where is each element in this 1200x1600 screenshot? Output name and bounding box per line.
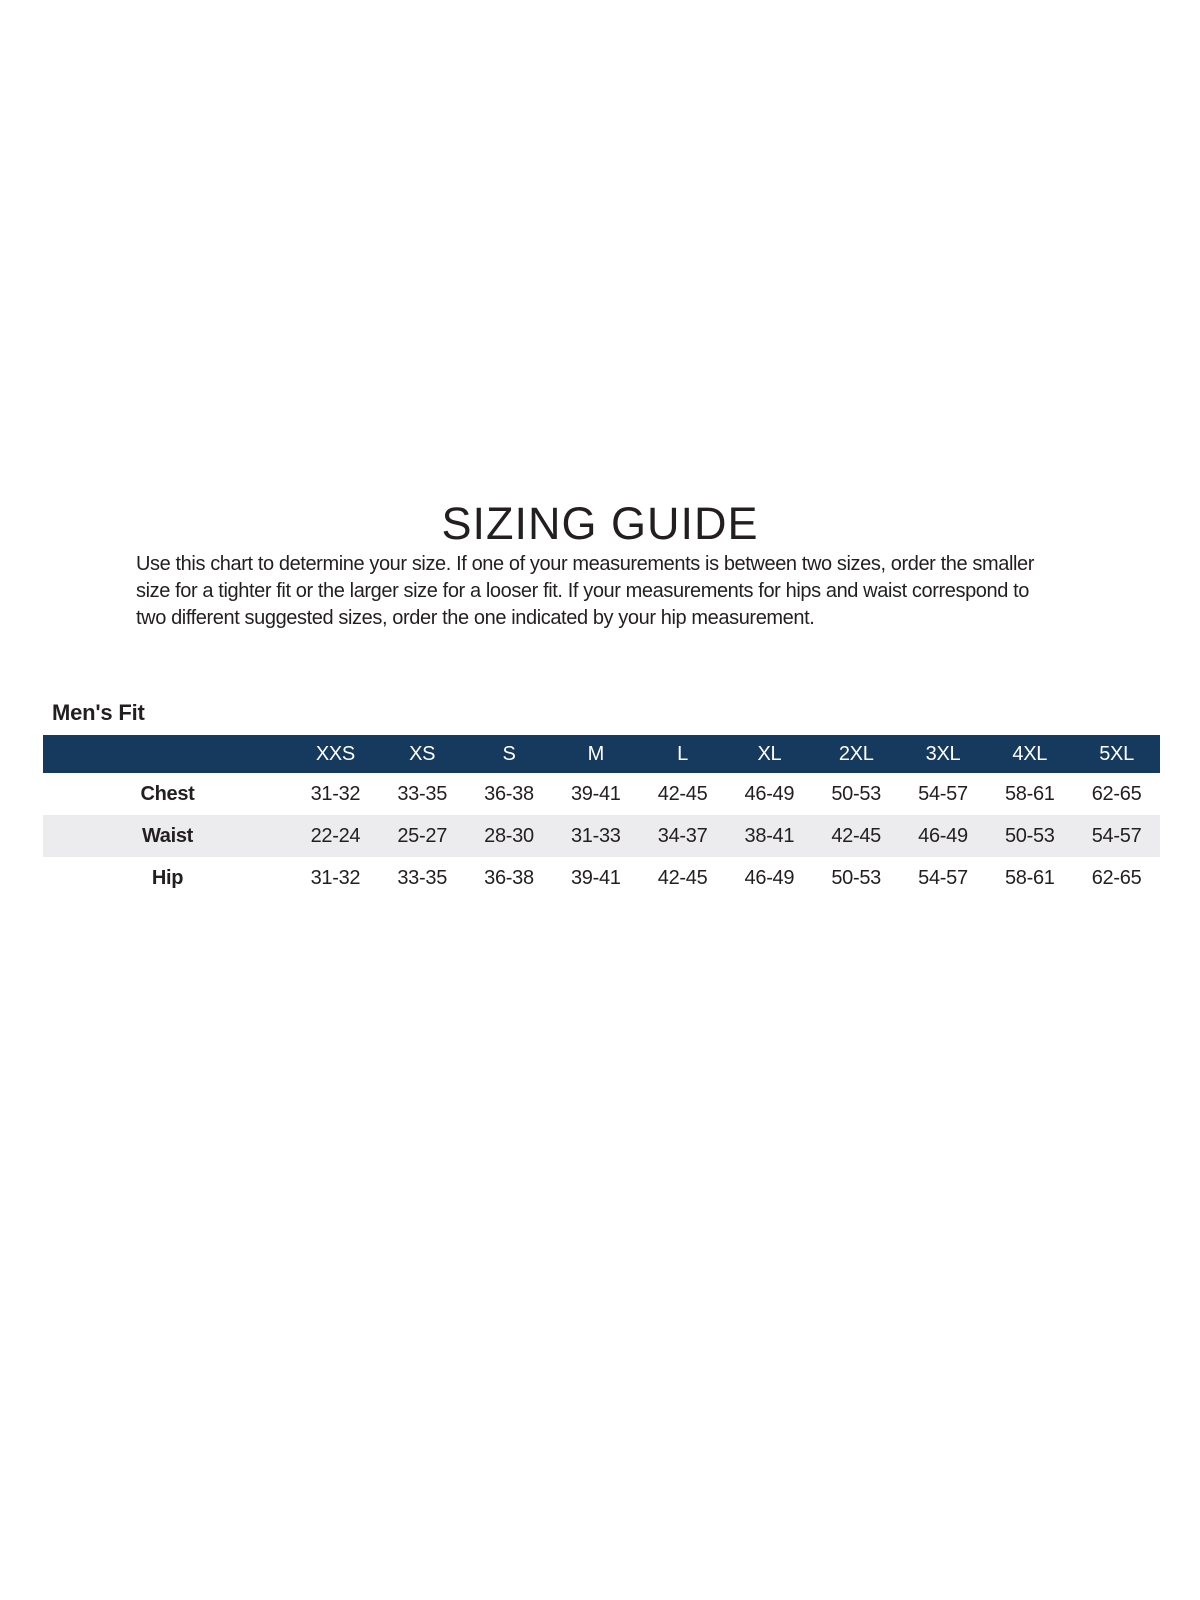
cell-hip-xl: 46-49 xyxy=(744,866,795,889)
cell-waist-xxs: 22-24 xyxy=(310,824,361,847)
cell-hip-xxs: 31-32 xyxy=(310,866,361,889)
size-column-header-xxs: XXS xyxy=(315,742,355,765)
cell-chest-xs: 33-35 xyxy=(397,782,448,805)
size-column-header-xs: XS xyxy=(409,742,436,765)
table-header-row xyxy=(43,735,1160,773)
mens-fit-size-table xyxy=(43,735,1160,899)
cell-waist-xl: 38-41 xyxy=(744,824,795,847)
cell-hip-m: 39-41 xyxy=(570,866,621,889)
intro-line-1: Use this chart to determine your size. If one of your measurements is between two sizes, order the smaller xyxy=(136,553,1035,575)
row-label-chest: Chest xyxy=(140,782,195,805)
row-label-waist: Waist xyxy=(141,824,194,847)
cell-waist-3xl: 46-49 xyxy=(918,824,968,847)
intro-line-2: size for a tighter fit or the larger size for a looser fit. If your measurements for hips and waist correspond to xyxy=(136,580,1029,602)
cell-waist-xs: 25-27 xyxy=(397,824,448,847)
size-column-header-4xl: 4XL xyxy=(1012,742,1048,765)
cell-hip-4xl: 58-61 xyxy=(1004,866,1055,889)
size-column-header-xl: XL xyxy=(757,742,782,765)
cell-waist-m: 31-33 xyxy=(570,824,621,847)
size-column-header-3xl: 3XL xyxy=(925,742,961,765)
row-label-hip: Hip xyxy=(151,866,184,889)
size-column-header-l: L xyxy=(677,742,688,765)
cell-hip-s: 36-38 xyxy=(484,866,534,889)
size-column-header-m: M xyxy=(587,742,604,765)
page-title: SIZING GUIDE xyxy=(441,498,759,550)
cell-chest-4xl: 58-61 xyxy=(1004,782,1055,805)
size-column-header-5xl: 5XL xyxy=(1099,742,1134,765)
cell-chest-xl: 46-49 xyxy=(744,782,795,805)
cell-hip-5xl: 62-65 xyxy=(1091,866,1142,889)
cell-chest-l: 42-45 xyxy=(657,782,708,805)
intro-line-3: two different suggested sizes, order the one indicated by your hip measurement. xyxy=(136,607,815,629)
size-column-header-s: S xyxy=(502,742,516,765)
section-label-mens-fit: Men's Fit xyxy=(52,700,145,725)
cell-chest-3xl: 54-57 xyxy=(918,782,968,805)
cell-waist-2xl: 42-45 xyxy=(831,824,881,847)
table-row-hip xyxy=(43,857,1160,899)
cell-chest-xxs: 31-32 xyxy=(310,782,361,805)
table-row-chest xyxy=(43,773,1160,815)
cell-waist-4xl: 50-53 xyxy=(1004,824,1055,847)
table-row-waist xyxy=(43,815,1160,857)
cell-waist-l: 34-37 xyxy=(657,824,708,847)
cell-waist-5xl: 54-57 xyxy=(1091,824,1142,847)
cell-hip-l: 42-45 xyxy=(657,866,708,889)
cell-hip-2xl: 50-53 xyxy=(831,866,881,889)
intro-paragraph xyxy=(136,551,1034,632)
cell-chest-s: 36-38 xyxy=(484,782,534,805)
size-column-header-2xl: 2XL xyxy=(838,742,874,765)
cell-waist-s: 28-30 xyxy=(484,824,534,847)
cell-chest-m: 39-41 xyxy=(570,782,621,805)
cell-hip-3xl: 54-57 xyxy=(918,866,968,889)
cell-hip-xs: 33-35 xyxy=(397,866,448,889)
cell-chest-2xl: 50-53 xyxy=(831,782,881,805)
cell-chest-5xl: 62-65 xyxy=(1091,782,1142,805)
